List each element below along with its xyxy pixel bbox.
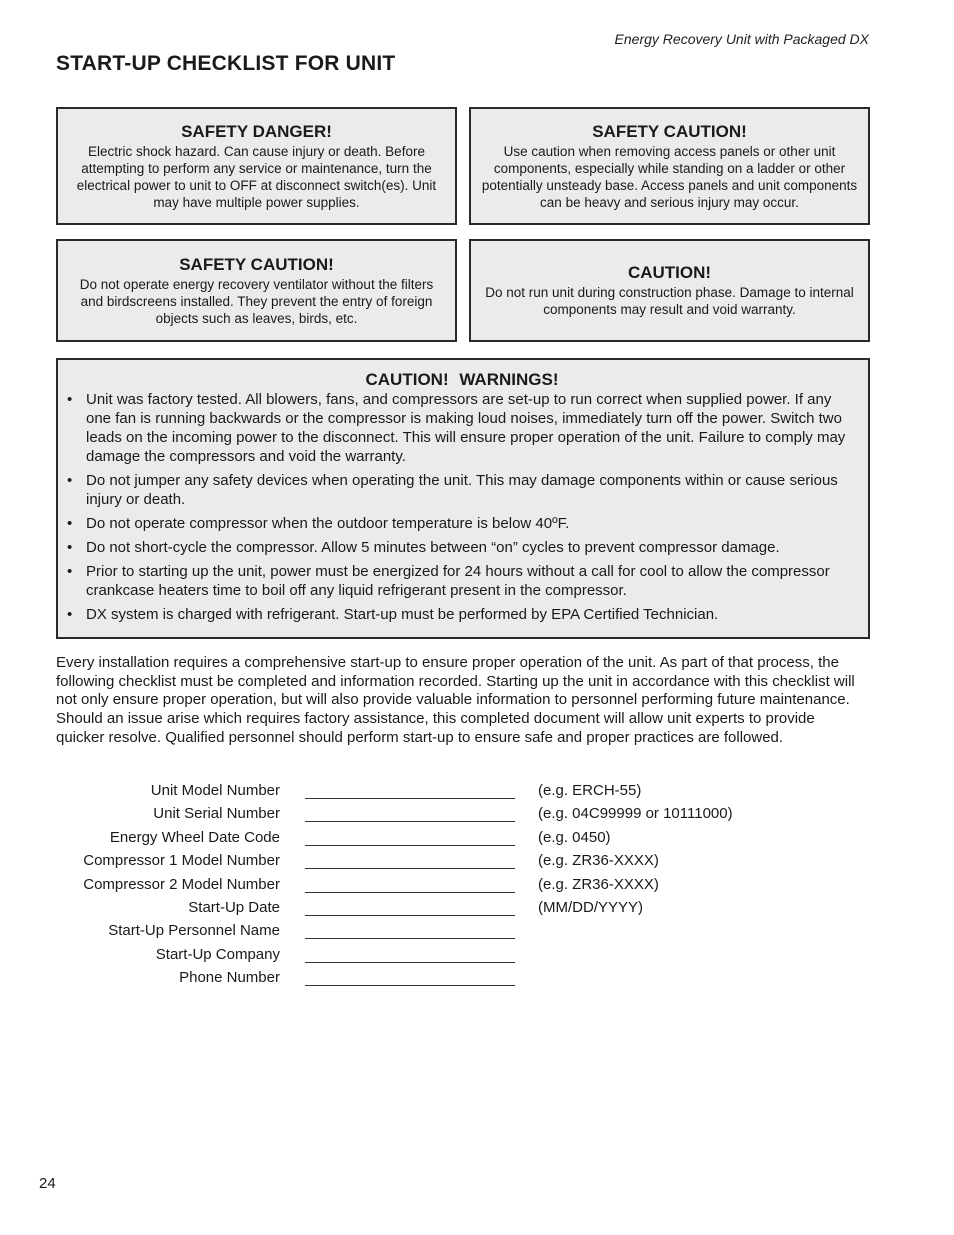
warning-item — [64, 514, 860, 533]
warnings-title: CAUTION! WARNINGS! — [365, 370, 559, 389]
warning-text: Prior to starting up the unit, power must be energized for 24 hours without a call for cool to allow the compressor crankcase heaters time to boil off any liquid refrigerant present in the compressor. — [86, 563, 830, 599]
startup-company-field[interactable] — [305, 962, 515, 963]
warning-item — [64, 605, 860, 624]
caution-construction-notice — [469, 239, 870, 342]
warning-item — [64, 562, 860, 600]
field-label: Start-Up Personnel Name — [108, 922, 280, 940]
field-example: (e.g. ZR36-XXXX) — [538, 875, 659, 893]
form-row-unit-serial — [56, 805, 876, 828]
field-label: Start-Up Date — [188, 898, 280, 916]
notice-title: SAFETY CAUTION! — [592, 121, 747, 141]
field-example: (MM/DD/YYYY) — [538, 898, 643, 916]
startup-personnel-name-field[interactable] — [305, 938, 515, 939]
form-row-wheel-date — [56, 829, 876, 852]
unit-serial-number-field[interactable] — [305, 821, 515, 822]
notice-text: Use caution when removing access panels or other unit components, especially while standing on a ladder or other potentially unsteady base. Access panels and unit components can be heavy and serious injury may occur. — [481, 143, 858, 210]
field-example: (e.g. 0450) — [538, 828, 611, 846]
warning-text: DX system is charged with refrigerant. Start-up must be performed by EPA Certified Technician. — [86, 606, 719, 623]
warning-text: Do not jumper any safety devices when operating the unit. This may damage components within or cause serious injury or death. — [86, 472, 838, 508]
notice-title: SAFETY DANGER! — [181, 121, 332, 141]
bullet: • — [67, 515, 73, 532]
warnings-list — [64, 390, 860, 624]
warning-item — [64, 390, 860, 466]
unit-model-number-field[interactable] — [305, 798, 515, 799]
startup-info-form — [56, 782, 876, 993]
document-title: Energy Recovery Unit with Packaged DX — [614, 31, 869, 47]
warning-text: Unit was factory tested. All blowers, fans, and compressors are set-up to run correct when supplied power. If any one fan is running backwards or the compressor is making loud noises, immediately turn off the power. Switch two leads on the incoming power to the disconnect. This will ensure proper operation of the unit. Failure to comply may damage the compressors and void the warranty. — [86, 391, 846, 465]
notice-text: Do not operate energy recovery ventilator without the filters and birdscreens installed. They prevent the entry of foreign objects such as leaves, birds, etc. — [79, 276, 434, 326]
notice-title: SAFETY CAUTION! — [179, 254, 334, 274]
form-row-company — [56, 946, 876, 969]
compressor-1-model-field[interactable] — [305, 868, 515, 869]
warnings-box — [56, 358, 870, 639]
bullet: • — [67, 606, 73, 623]
compressor-2-model-field[interactable] — [305, 892, 515, 893]
field-label: Energy Wheel Date Code — [109, 828, 280, 846]
safety-caution-filters-notice — [56, 239, 457, 342]
field-example: (e.g. 04C99999 or 10111000) — [538, 805, 733, 823]
form-row-startup-date — [56, 899, 876, 922]
field-label: Start-Up Company — [155, 945, 280, 963]
form-row-compressor-2 — [56, 876, 876, 899]
field-label: Compressor 1 Model Number — [83, 852, 280, 870]
safety-caution-panels-notice — [469, 107, 870, 225]
page-number: 24 — [39, 1175, 56, 1192]
bullet: • — [67, 472, 73, 489]
warning-item — [64, 471, 860, 509]
notice-text: Do not run unit during construction phase. Damage to internal components may result and void warranty. — [485, 285, 854, 317]
notice-text: Electric shock hazard. Can cause injury or death. Before attempting to perform any service or maintenance, turn the electrical power to unit to OFF at disconnect switch(es). Unit may have multiple power supplies. — [76, 143, 437, 210]
bullet: • — [67, 539, 73, 556]
bullet: • — [67, 391, 73, 408]
form-row-phone — [56, 969, 876, 992]
field-label: Unit Serial Number — [153, 805, 280, 823]
field-example: (e.g. ERCH-55) — [538, 782, 642, 799]
notice-title: CAUTION! — [627, 263, 712, 282]
bullet: • — [67, 563, 73, 580]
startup-date-field[interactable] — [305, 915, 515, 916]
field-example: (e.g. ZR36-XXXX) — [538, 852, 659, 870]
page-title: START-UP CHECKLIST FOR UNIT — [56, 52, 396, 75]
field-label: Unit Model Number — [150, 782, 280, 799]
intro-paragraph: Every installation requires a comprehensive start-up to ensure proper operation of the unit. As part of that process, the following checklist must be completed and information recorded. Starting up the unit in accordance with this checklist will not only ensure proper operation, but will also provide valuable information to personnel performing future maintenance. Should an issue arise which requires factory assistance, this completed document will allow unit experts to provide quicker resolve. Qualified personnel should perform start-up to ensure safe and proper practices are followed. — [56, 654, 855, 746]
safety-danger-notice — [56, 107, 457, 225]
phone-number-field[interactable] — [305, 985, 515, 986]
warning-text: Do not operate compressor when the outdoor temperature is below 40ºF. — [86, 515, 570, 532]
warning-text: Do not short-cycle the compressor. Allow 5 minutes between “on” cycles to prevent compressor damage. — [86, 539, 780, 556]
form-row-personnel-name — [56, 922, 876, 945]
field-label: Compressor 2 Model Number — [83, 875, 280, 893]
warning-item — [64, 538, 860, 557]
field-label: Phone Number — [179, 969, 280, 987]
form-row-compressor-1 — [56, 852, 876, 875]
form-row-unit-model — [56, 782, 876, 805]
energy-wheel-date-code-field[interactable] — [305, 845, 515, 846]
